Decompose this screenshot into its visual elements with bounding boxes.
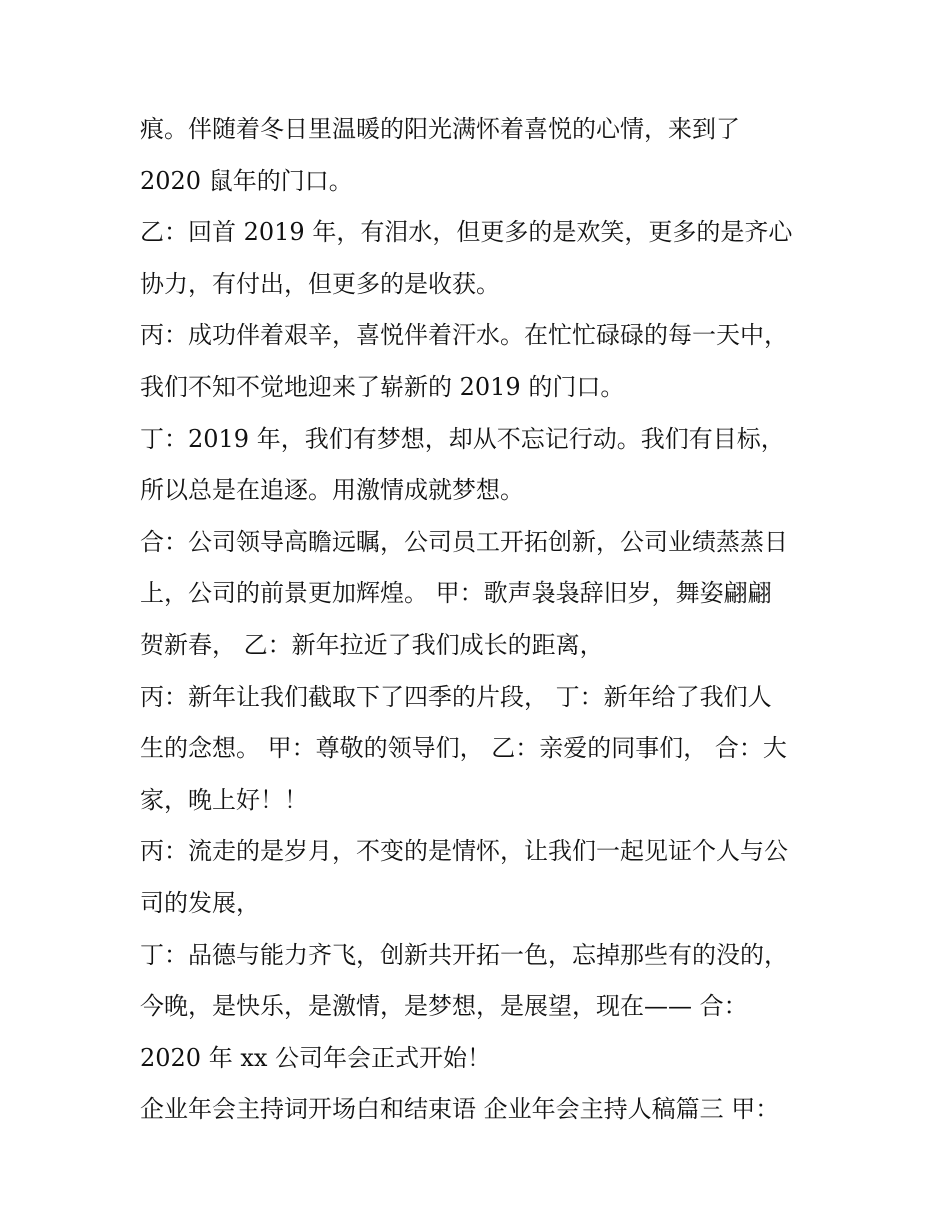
text-line: 丁：品德与能力齐飞，创新共开拓一色，忘掉那些有的没的， <box>140 940 788 969</box>
text-line: 贺新春， 乙：新年拉近了我们成长的距离， <box>140 630 604 659</box>
text-line: 上，公司的前景更加辉煌。 甲：歌声袅袅辞旧岁，舞姿翩翩 <box>140 579 772 608</box>
text-line: 丙：新年让我们截取下了四季的片段， 丁：新年给了我们人 <box>140 682 772 711</box>
text-line: 今晚，是快乐，是激情，是梦想，是展望，现在—— 合： <box>140 992 748 1021</box>
text-line: 家，晚上好！！ <box>140 785 308 814</box>
text-line: 所以总是在追逐。用激情成就梦想。 <box>140 476 524 505</box>
text-line: 企业年会主持词开场白和结束语 企业年会主持人稿篇三 甲： <box>140 1095 780 1124</box>
text-line: 痕。伴随着冬日里温暖的阳光满怀着喜悦的心情，来到了 <box>140 115 740 143</box>
text-line: 丙：成功伴着艰辛，喜悦伴着汗水。在忙忙碌碌的每一天中， <box>140 321 788 350</box>
text-line: 乙：回首 2019 年，有泪水，但更多的是欢笑，更多的是齐心 <box>140 218 793 247</box>
text-line: 丁：2019 年，我们有梦想，却从不忘记行动。我们有目标， <box>140 424 785 453</box>
text-line: 丙：流走的是岁月，不变的是情怀，让我们一起见证个人与公 <box>140 837 788 866</box>
text-line: 生的念想。 甲：尊敬的领导们， 乙：亲爱的同事们， 合：大 <box>140 734 787 763</box>
text-line: 司的发展， <box>140 888 260 917</box>
text-line: 2020 鼠年的门口。 <box>140 166 353 195</box>
text-line: 2020 年 xx 公司年会正式开始！ <box>140 1043 492 1072</box>
document-body <box>140 107 820 1139</box>
text-line: 我们不知不觉地迎来了崭新的 2019 的门口。 <box>140 372 625 401</box>
text-line: 协力，有付出，但更多的是收获。 <box>140 269 500 298</box>
text-line: 合：公司领导高瞻远瞩，公司员工开拓创新，公司业绩蒸蒸日 <box>140 527 788 556</box>
